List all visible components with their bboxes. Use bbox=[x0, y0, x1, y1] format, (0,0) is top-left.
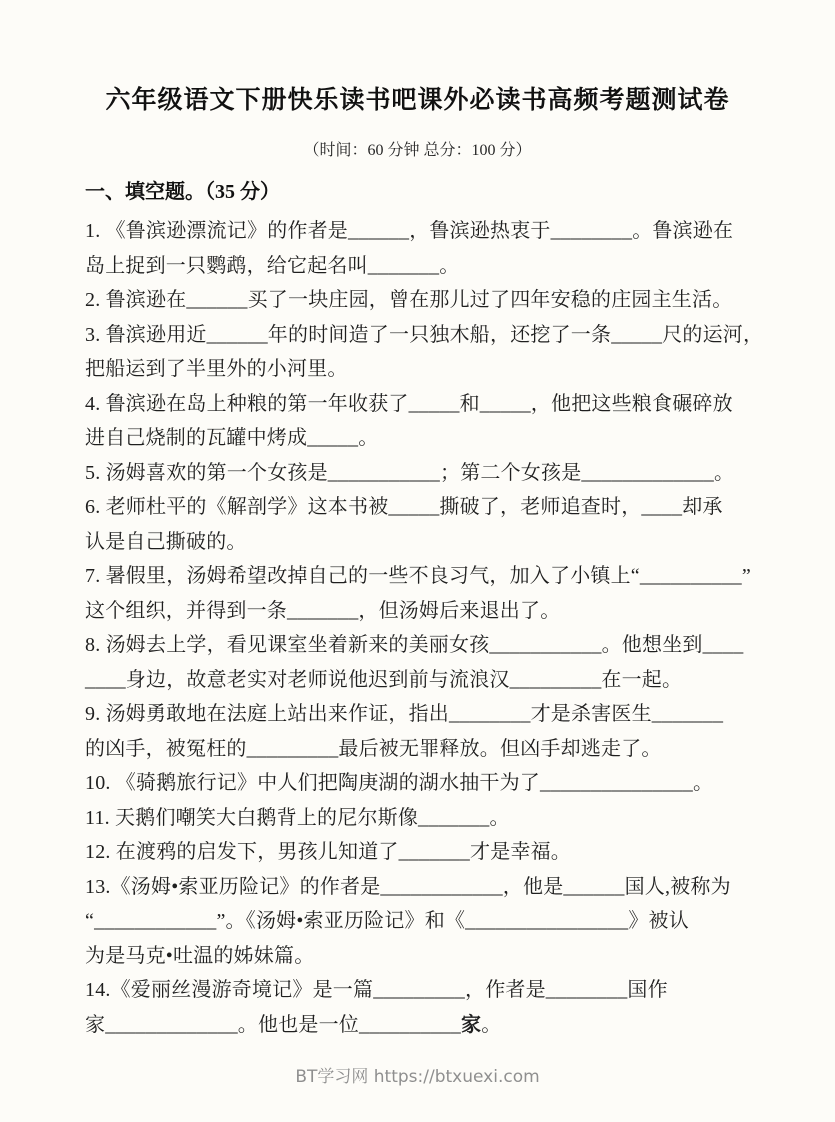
question-14-line-2-bold-word: 家 bbox=[461, 1013, 482, 1036]
question-12-line-1: 12. 在渡鸦的启发下，男孩儿知道了_______才是幸福。 bbox=[85, 841, 571, 863]
question-2-line-1: 2. 鲁滨逊在______买了一块庄园，曾在那儿过了四年安稳的庄园主生活。 bbox=[85, 289, 733, 311]
page-title: 六年级语文下册快乐读书吧课外必读书高频考题测试卷 bbox=[105, 87, 730, 114]
question-13-line-1: 13.《汤姆•索亚历险记》的作者是____________，他是______国人,被称为 bbox=[85, 875, 731, 898]
question-6-line-1: 6. 老师杜平的《解剖学》这本书被_____撕破了，老师追查时，____却承 bbox=[85, 496, 723, 518]
question-5-line-1: 5. 汤姆喜欢的第一个女孩是___________；第二个女孩是_____________。 bbox=[85, 461, 735, 484]
section-heading-fill-in-blanks: 一、填空题。（35 分） bbox=[85, 181, 280, 203]
question-10 bbox=[85, 766, 765, 801]
question-11-line-1: 11. 天鹅们嘲笑大白鹅背上的尼尔斯像_______。 bbox=[85, 806, 510, 829]
question-3-line-2: 把船运到了半里外的小河里。 bbox=[85, 358, 348, 380]
question-10-line-1: 10. 《骑鹅旅行记》中人们把陶庚湖的湖水抽干为了_______________。 bbox=[85, 772, 714, 794]
question-14-line-2 bbox=[85, 1008, 765, 1043]
question-7 bbox=[85, 559, 765, 628]
question-9 bbox=[85, 697, 765, 766]
question-4 bbox=[85, 387, 765, 456]
question-8-line-2: ____身边，故意老实对老师说他迟到前与流浪汉_________在一起。 bbox=[85, 668, 683, 691]
question-11 bbox=[85, 801, 765, 836]
watermark-text: BT学习网 https://btxuexi.com bbox=[295, 1067, 540, 1087]
question-14-line-2-suffix: 。 bbox=[481, 1013, 502, 1036]
question-1-line-1: 1. 《鲁滨逊漂流记》的作者是______，鲁滨逊热衷于________。鲁滨逊在 bbox=[85, 220, 734, 242]
question-13-line-3: 为是马克•吐温的姊妹篇。 bbox=[85, 944, 315, 967]
question-14-line-2-prefix: 家_____________。他也是一位__________ bbox=[85, 1013, 461, 1036]
question-14-line-1: 14.《爱丽丝漫游奇境记》是一篇_________，作者是________国作 bbox=[85, 979, 668, 1001]
question-7-line-1: 7. 暑假里，汤姆希望改掉自己的一些不良习气，加入了小镇上“__________” bbox=[85, 565, 751, 587]
question-6 bbox=[85, 490, 765, 559]
question-3 bbox=[85, 318, 765, 387]
question-1-line-2: 岛上捉到一只鹦鹉，给它起名叫_______。 bbox=[85, 254, 460, 277]
questions-list bbox=[0, 214, 835, 1042]
question-14 bbox=[85, 973, 765, 1042]
question-6-line-2: 认是自己撕破的。 bbox=[85, 530, 247, 553]
question-4-line-2: 进自己烧制的瓦罐中烤成_____。 bbox=[85, 427, 379, 449]
question-9-line-1: 9. 汤姆勇敢地在法庭上站出来作证，指出________才是杀害医生_______ bbox=[85, 703, 724, 725]
question-5 bbox=[85, 456, 765, 491]
question-4-line-1: 4. 鲁滨逊在岛上种粮的第一年收获了_____和_____，他把这些粮食碾碎放 bbox=[85, 392, 733, 415]
question-13 bbox=[85, 870, 765, 974]
question-1 bbox=[85, 214, 765, 283]
question-2 bbox=[85, 283, 765, 318]
question-12 bbox=[85, 835, 765, 870]
question-3-line-1: 3. 鲁滨逊用近______年的时间造了一只独木船，还挖了一条_____尺的运河， bbox=[85, 323, 764, 346]
exam-time-score-info: （时间：60 分钟 总分：100 分） bbox=[303, 142, 532, 159]
watermark-footer bbox=[0, 1062, 835, 1087]
question-8 bbox=[85, 628, 765, 697]
question-9-line-2: 的凶手，被冤枉的_________最后被无罪释放。但凶手却逃走了。 bbox=[85, 737, 662, 760]
question-8-line-1: 8. 汤姆去上学，看见课室坐着新来的美丽女孩___________。他想坐到____ bbox=[85, 634, 744, 656]
question-13-line-2: “____________”。《汤姆•索亚历险记》和《________________》被认 bbox=[85, 910, 689, 932]
question-7-line-2: 这个组织，并得到一条_______，但汤姆后来退出了。 bbox=[85, 599, 561, 622]
